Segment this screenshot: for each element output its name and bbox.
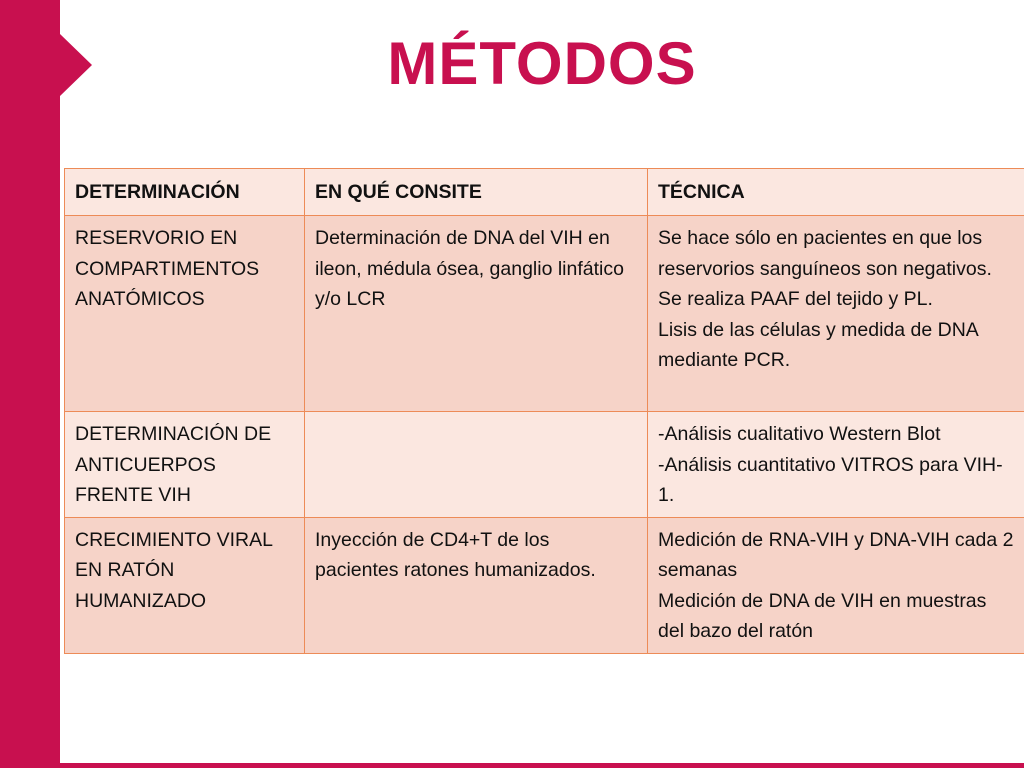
methods-table [64,168,1024,654]
header-tecnica: TÉCNICA [648,169,1024,216]
tecnica-line: -Análisis cualitativo Western Blot [658,423,941,445]
cell-determinacion: RESERVORIO EN COMPARTIMENTOS ANATÓMICOS [65,216,305,412]
cell-consiste [305,412,648,518]
slide-title: MÉTODOS [387,30,697,97]
header-determinacion: DETERMINACIÓN [65,169,305,216]
tecnica-line: Se realiza PAAF del tejido y PL. [658,288,933,310]
tecnica-line: Se hace sólo en pacientes en que los reservorios sanguíneos son negativos. [658,227,992,280]
bottom-accent-line [60,763,1024,768]
tecnica-line: Lisis de las células y medida de DNA mediante PCR. [658,318,978,371]
cell-tecnica [648,517,1024,653]
table-row [65,412,1024,518]
cell-tecnica [648,216,1024,412]
table-row [65,216,1024,412]
tecnica-line: Medición de RNA-VIH y DNA-VIH cada 2 semanas [658,528,1014,581]
cell-consiste: Determinación de DNA del VIH en ileon, médula ósea, ganglio linfático y/o LCR [305,216,648,412]
left-accent-bar [0,0,60,768]
cell-consiste: Inyección de CD4+T de los pacientes ratones humanizados. [305,517,648,653]
tecnica-line: Medición de DNA de VIH en muestras del bazo del ratón [658,589,987,642]
header-en-que-consiste: EN QUÉ CONSITE [305,169,648,216]
cell-determinacion: CRECIMIENTO VIRAL EN RATÓN HUMANIZADO [65,517,305,653]
table-row [65,517,1024,653]
table-header-row [65,169,1024,216]
cell-tecnica [648,412,1024,518]
tecnica-line: -Análisis cuantitativo VITROS para VIH-1. [658,453,1003,506]
cell-determinacion: DETERMINACIÓN DE ANTICUERPOS FRENTE VIH [65,412,305,518]
